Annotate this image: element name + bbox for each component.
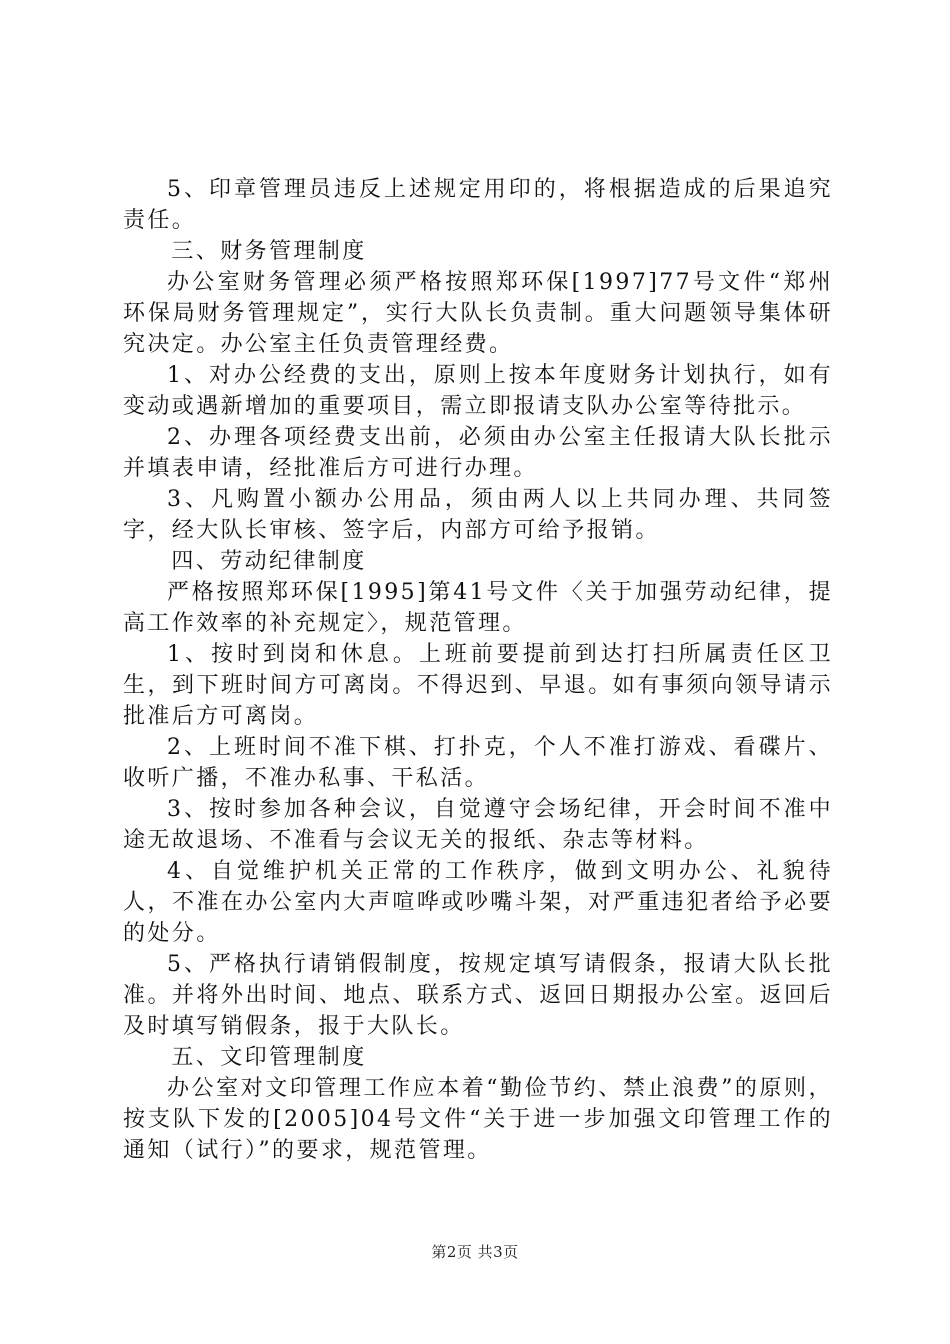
section-heading-labor-discipline: 四、劳动纪律制度	[171, 549, 367, 574]
paragraph-labor-item-5: 5、严格执行请销假制度，按规定填写请假条，报请大队长批准。并将外出时间、地点、联系方式、返回日期报办公室。返回后及时填写销假条，报于大队长。	[123, 952, 833, 1039]
paragraph-finance-item-3: 3、凡购置小额办公用品，须由两人以上共同办理、共同签字，经大队长审核、签字后，内部方可给予报销。	[123, 487, 833, 543]
document-body	[123, 174, 833, 1166]
paragraph-seal-item-5: 5、印章管理员违反上述规定用印的，将根据造成的后果追究责任。	[123, 177, 833, 233]
section-heading-finance: 三、财务管理制度	[171, 239, 367, 264]
section-heading-printing: 五、文印管理制度	[171, 1045, 367, 1070]
page-number-footer: 第2页 共3页	[431, 1243, 519, 1261]
paragraph-labor-item-2: 2、上班时间不准下棋、打扑克，个人不准打游戏、看碟片、收听广播，不准办私事、干私活。	[123, 735, 833, 791]
paragraph-finance-intro: 办公室财务管理必须严格按照郑环保[1997]77号文件“郑州环保局财务管理规定”，实行大队长负责制。重大问题领导集体研究决定。办公室主任负责管理经费。	[123, 270, 833, 357]
paragraph-labor-item-1: 1、按时到岗和休息。上班前要提前到达打扫所属责任区卫生，到下班时间方可离岗。不得迟到、早退。如有事须向领导请示批准后方可离岗。	[123, 642, 833, 729]
paragraph-labor-item-4: 4、自觉维护机关正常的工作秩序，做到文明办公、礼貌待人，不准在办公室内大声喧哗或吵嘴斗架，对严重违犯者给予必要的处分。	[123, 859, 833, 946]
paragraph-labor-item-3: 3、按时参加各种会议，自觉遵守会场纪律，开会时间不准中途无故退场、不准看与会议无关的报纸、杂志等材料。	[123, 797, 833, 853]
paragraph-finance-item-2: 2、办理各项经费支出前，必须由办公室主任报请大队长批示并填表申请，经批准后方可进行办理。	[123, 425, 833, 481]
paragraph-labor-intro: 严格按照郑环保[1995]第41号文件〈关于加强劳动纪律，提高工作效率的补充规定〉，规范管理。	[123, 580, 833, 636]
paragraph-printing-intro: 办公室对文印管理工作应本着“勤俭节约、禁止浪费”的原则，按支队下发的[2005]04号文件“关于进一步加强文印管理工作的通知（试行）”的要求，规范管理。	[123, 1076, 833, 1163]
paragraph-finance-item-1: 1、对办公经费的支出，原则上按本年度财务计划执行，如有变动或遇新增加的重要项目，需立即报请支队办公室等待批示。	[123, 363, 833, 419]
